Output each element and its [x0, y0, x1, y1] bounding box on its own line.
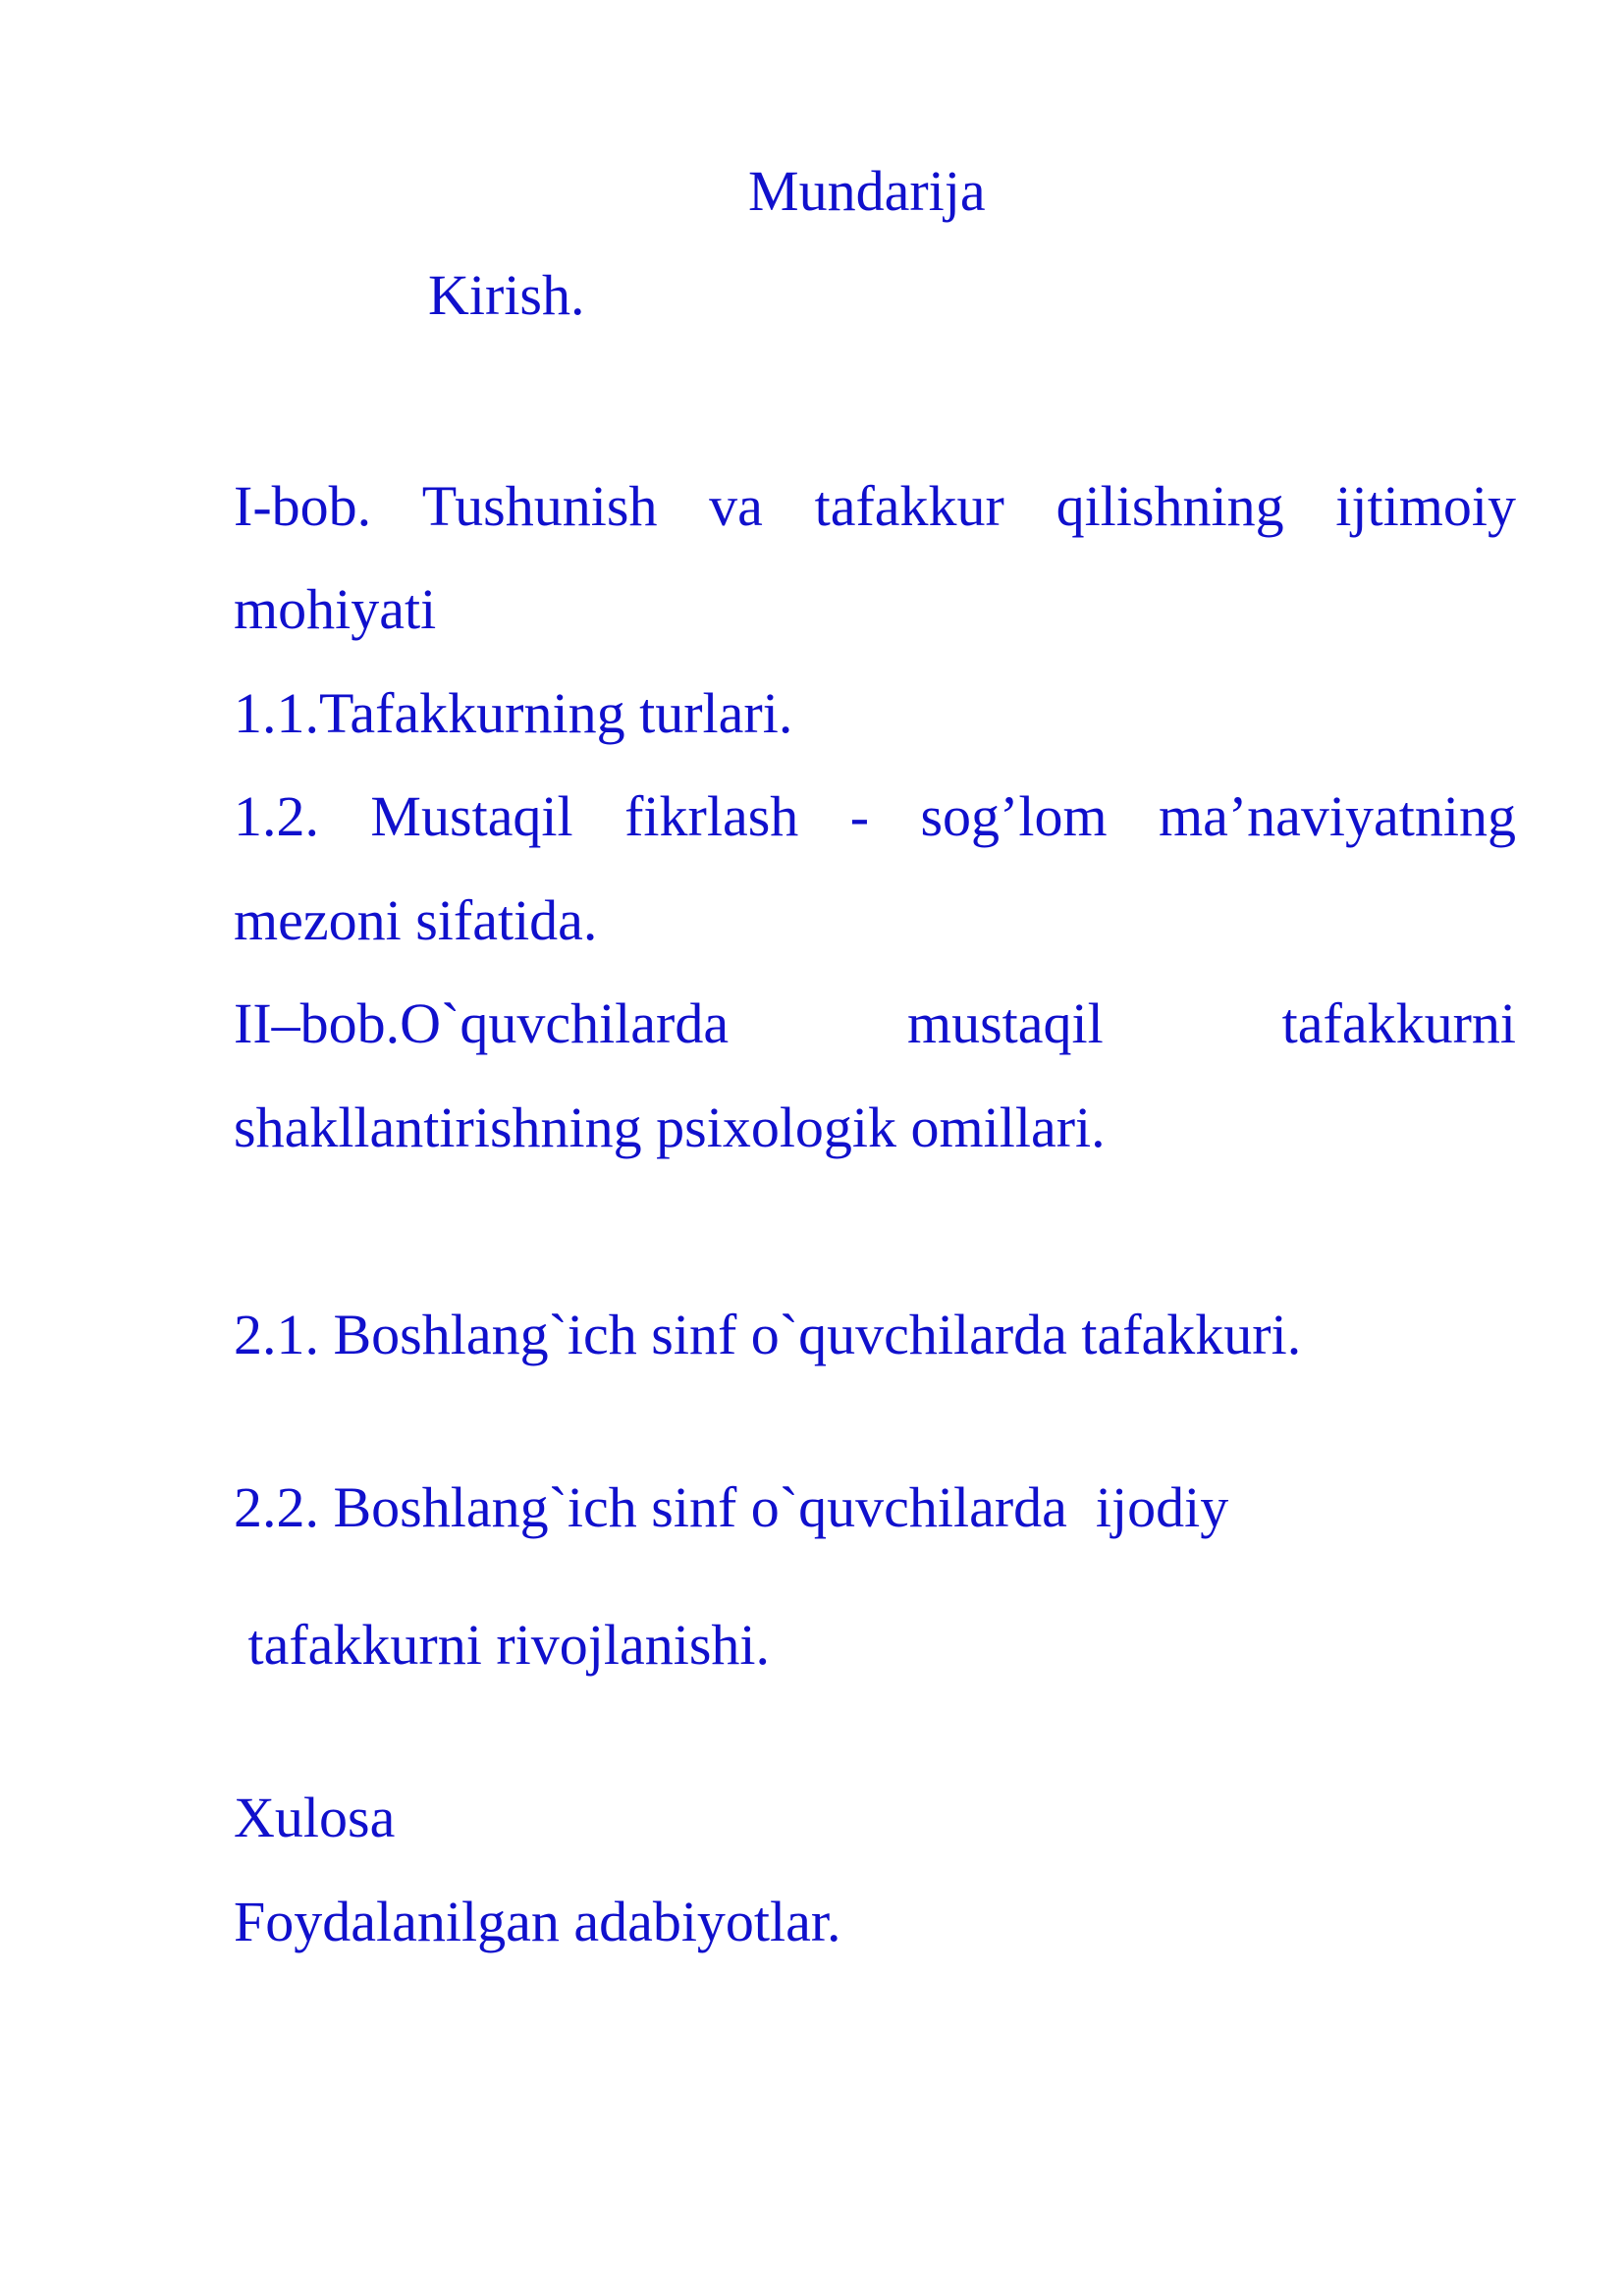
- toc-entry-chapter1-line2: mohiyati: [234, 577, 437, 641]
- toc-entry-section-1-2-line1: 1.2. Mustaqil fikrlash - sog’lom ma’naviyatning: [234, 784, 1516, 848]
- toc-entry-section-1-1: 1.1.Tafakkurning turlari.: [234, 681, 793, 745]
- toc-entry-conclusion: Xulosa: [234, 1786, 396, 1849]
- toc-entry-chapter2-line2: shakllantirishning psixologik omillari.: [234, 1095, 1106, 1159]
- toc-entry-section-2-2-line2: tafakkurni rivojlanishi.: [234, 1613, 771, 1677]
- toc-entry-section-1-2-line2: mezoni sifatida.: [234, 888, 598, 952]
- toc-entry-chapter1-line1: I-bob. Tushunish va tafakkur qilishning ijtimoiy: [234, 474, 1516, 538]
- toc-entry-intro: Kirish.: [428, 263, 585, 327]
- toc-entry-section-2-1: 2.1. Boshlang`ich sinf o`quvchilarda tafakkuri.: [234, 1303, 1302, 1366]
- toc-entry-references: Foydalanilgan adabiyotlar.: [234, 1890, 841, 1953]
- toc-entry-section-2-2-line1: 2.2. Boshlang`ich sinf o`quvchilarda ijodiy: [234, 1475, 1229, 1539]
- toc-title: Mundarija: [748, 159, 986, 223]
- toc-entry-chapter2-line1: II–bob.O`quvchilarda mustaqil tafakkurni: [234, 991, 1516, 1055]
